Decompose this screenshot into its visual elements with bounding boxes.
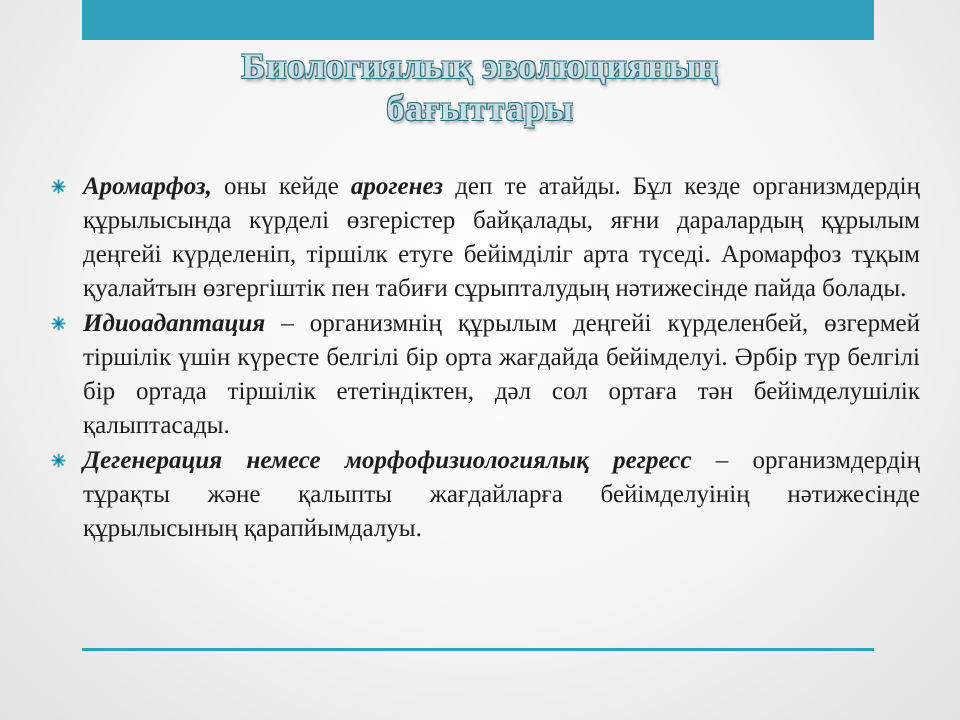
bullet-item-aromorphosis: [48, 170, 920, 306]
slide-title: [0, 45, 960, 129]
term-arogenesis: арогенез: [350, 173, 444, 200]
bullet-text-1b: деп те атайды. Бұл кезде организмдердің құрылысында күрделі өзгерістер байқалады, яғни даралардың құрылым деңгейі күрделеніп, тіршілк етуге бейімділіг арта түседі. Аромарфоз тұқым қуалайтын өзгергіштік пен табиғи сұрыпталудың нәтижесінде пайда болады.: [83, 173, 920, 302]
snowflake-bullet-icon: [51, 316, 66, 331]
slide-title-line-2: бағыттары: [386, 88, 574, 128]
term-aromorphosis: Аромарфоз,: [83, 173, 212, 200]
bullet-text-1a: оны кейде: [211, 173, 351, 200]
bullet-list: [48, 170, 920, 546]
bullet-text-3: – организмдердің тұрақты және қалыпты жағдайларға бейімделуінің нәтижесінде құрылысының қарапйымдалуы.: [83, 447, 920, 542]
snowflake-bullet-icon: [51, 179, 66, 194]
term-idioadaptation: Идиоадаптация: [83, 310, 266, 337]
snowflake-bullet-icon: [51, 453, 66, 468]
bottom-accent-line: [82, 648, 874, 651]
top-accent-bar: [82, 0, 874, 40]
slide-title-line-1: Биологиялық эволюцияның: [241, 46, 719, 86]
bullet-item-idioadaptation: [48, 307, 920, 443]
bullet-item-degeneration: [48, 444, 920, 546]
bullet-text-2: – организмнің құрылым деңгейі күрделенбей, өзгермей тіршілік үшін күресте белгілі бір орта жағдайда бейімделуі. Әрбір түр белгілі бір ортада тіршілік ететіндіктен, дәл сол ортаға тән бейімделушілік қалыптасады.: [83, 310, 920, 439]
term-degeneration: Дегенерация немесе морфофизиологиялық регресс: [83, 447, 692, 474]
